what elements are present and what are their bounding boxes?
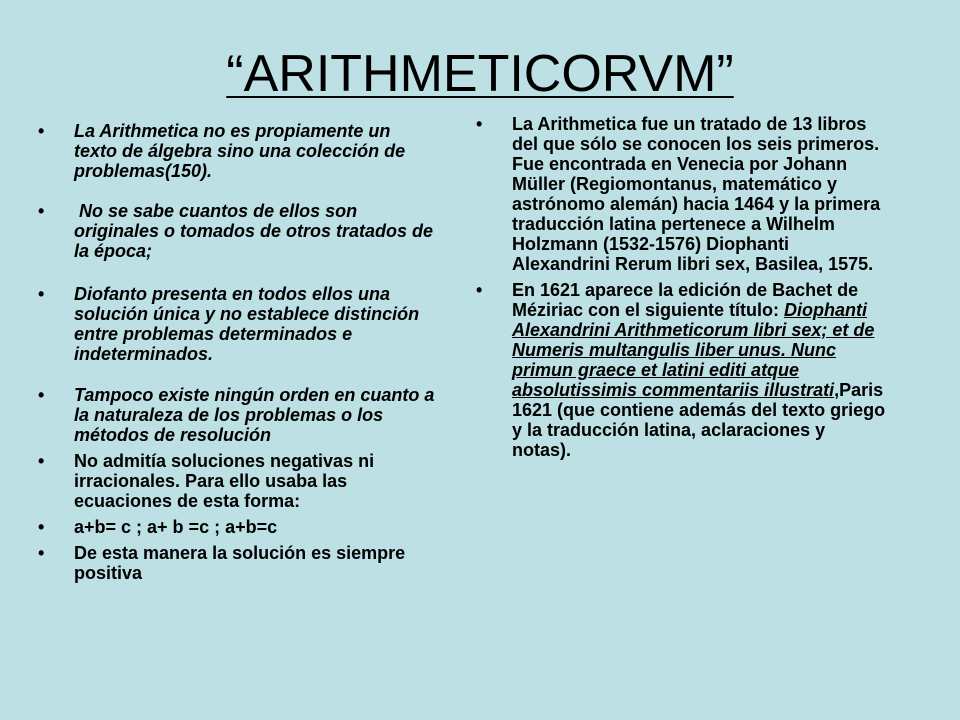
list-item xyxy=(476,114,886,274)
list-item-text: a+b= c ; a+ b =c ; a+b=c xyxy=(74,517,278,537)
list-item xyxy=(476,280,886,460)
bullet-icon: • xyxy=(476,114,483,134)
list-item xyxy=(38,284,438,364)
list-item xyxy=(38,517,438,537)
list-item-text: La Arithmetica no es propiamente un texto de álgebra sino una colección de problemas(150). xyxy=(74,121,406,181)
list-item xyxy=(38,451,438,511)
list-item-text: De esta manera la solución es siempre positiva xyxy=(74,543,406,583)
bullet-icon: • xyxy=(38,121,45,141)
list-item-text: La Arithmetica fue un tratado de 13 libros del que sólo se conocen los seis primeros. Fue encontrada en Venecia por Johann Müller (Regiomontanus, matemático y astrónomo alemán) hacia 1464 y la primera traducción latina pertenece a Wilhelm Holzmann (1532-1576) Diophanti Alexandrini Rerum libri sex, Basilea, 1575. xyxy=(512,114,881,274)
list-item-text-outro: ,Paris 1621 (que contiene además del texto griego y la traducción latina, aclaraciones y notas). xyxy=(512,380,886,460)
list-item xyxy=(38,121,438,181)
list-item-text-intro: En 1621 aparece la edición de Bachet de Méziriac con el siguiente título: xyxy=(512,280,864,320)
list-item-text: Diofanto presenta en todos ellos una solución única y no establece distinción entre problemas determinados e indeterminados. xyxy=(74,284,420,364)
list-item-text: No admitía soluciones negativas ni irracionales. Para ello usaba las ecuaciones de esta forma: xyxy=(74,451,375,511)
bullet-icon: • xyxy=(38,201,45,221)
bullet-icon: • xyxy=(38,385,45,405)
bullet-icon: • xyxy=(38,451,45,471)
list-item-text: Tampoco existe ningún orden en cuanto a la naturaleza de los problemas o los métodos de resolución xyxy=(74,385,435,445)
bullet-icon: • xyxy=(38,284,45,304)
right-bullet-list xyxy=(476,114,886,460)
list-item xyxy=(38,385,438,445)
left-column xyxy=(38,121,438,583)
bullet-icon: • xyxy=(476,280,483,300)
bullet-icon: • xyxy=(38,517,45,537)
book-title-text: Diophanti Alexandrini Arithmeticorum libri sex; et de Numeris multangulis liber unus. Nunc primun graece et latini editi atque absolutissimis commentariis illustrati xyxy=(512,300,875,400)
left-bullet-list xyxy=(38,121,438,583)
bullet-icon: • xyxy=(38,543,45,563)
right-column xyxy=(476,114,886,460)
slide-title-text: “ARITHMETICORVM” xyxy=(226,45,734,103)
list-item-text: No se sabe cuantos de ellos son originales o tomados de otros tratados de la época; xyxy=(74,201,439,261)
list-item xyxy=(38,543,438,583)
list-item xyxy=(38,201,438,261)
slide-title xyxy=(0,44,960,104)
